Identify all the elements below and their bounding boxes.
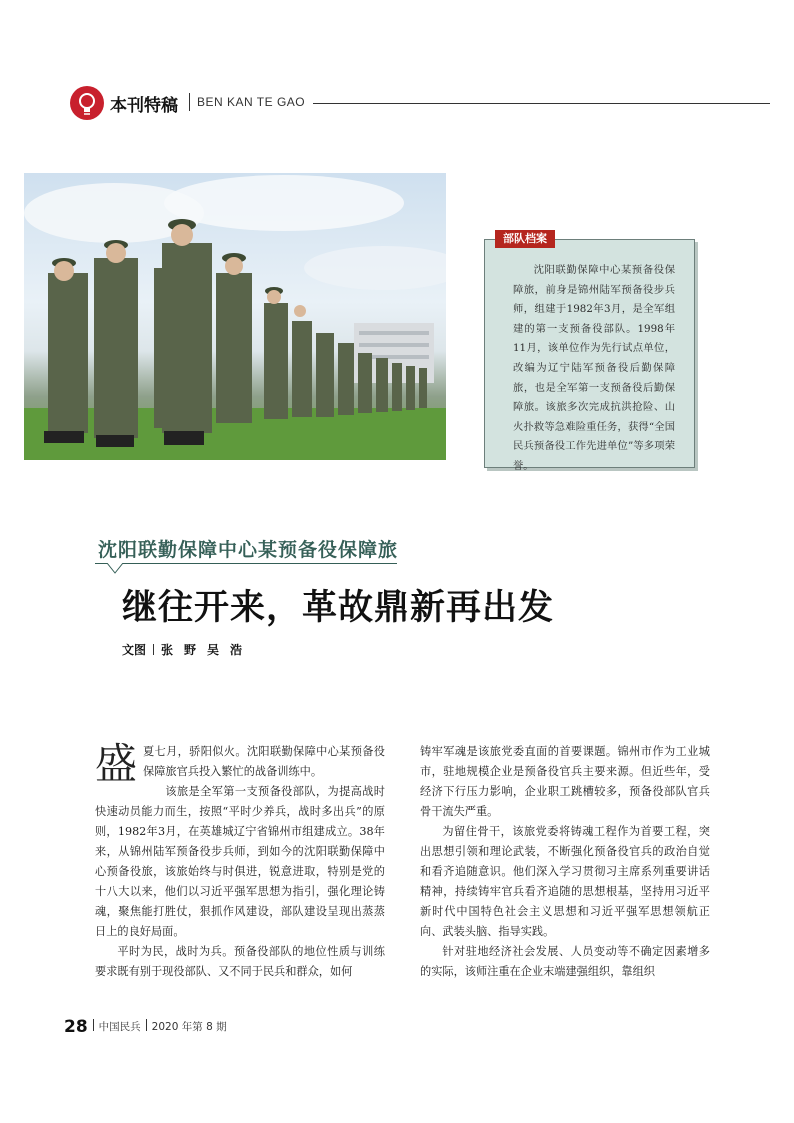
section-title-en: BEN KAN TE GAO xyxy=(197,95,306,109)
lightbulb-icon xyxy=(70,86,104,120)
article-column-left xyxy=(95,739,385,982)
paragraph: 该旅是全军第一支预备役部队，为提高战时快速动员能力而生，按照“平时少养兵，战时多出兵”的原则，1982年3月，在英雄城辽宁省锦州市组建成立。38年来，从锦州陆军预备役步兵师，到如今的沈阳联勤保障中心预备役旅，该旅始终与时俱进，锐意进取，特别是党的十八大以来，他们以习近平强军思想为指引，强化理论铸魂，聚焦能打胜仗，狠抓作风建设，部队建设呈现出蒸蒸日上的良好局面。 xyxy=(95,785,385,938)
subtitle-underline xyxy=(95,563,397,564)
section-title: 本刊特稿 xyxy=(110,96,178,116)
article-column-right xyxy=(420,742,710,982)
byline-label: 文图 xyxy=(122,643,147,657)
issue-label: 2020 年第 8 期 xyxy=(151,1021,227,1033)
page-number: 28 xyxy=(64,1017,88,1037)
paragraph: 针对驻地经济社会发展、人员变动等不确定因素增多的实际，该师注重在企业末端建强组织，靠组织 xyxy=(420,945,710,978)
magazine-name: 中国民兵 xyxy=(98,1021,141,1033)
page-footer xyxy=(64,1017,227,1037)
unit-profile-tag: 部队档案 xyxy=(495,230,555,248)
paragraph: 盛夏七月，骄阳似火。沈阳联勤保障中心某预备役保障旅官兵投入繁忙的战备训练中。 xyxy=(95,739,385,788)
paragraph: 平时为民，战时为兵。预备役部队的地位性质与训练要求既有别于现役部队、又不同于民兵和群众，如何 xyxy=(95,945,385,978)
paragraph: 为留住骨干，该旅党委将铸魂工程作为首要工程，突出思想引领和理论武装，不断强化预备役官兵的政治自觉和看齐追随意识。他们深入学习贯彻习主席系列重要讲话精神，持续铸牢官兵看齐追随的思想根基，坚持用习近平新时代中国特色社会主义思想和习近平强军思想领航正向、武装头脑、指导实践。 xyxy=(420,825,710,938)
unit-profile-text: 沈阳联勤保障中心某预备役保障旅，前身是锦州陆军预备役步兵师，组建于1982年3月，是全军组建的第一支预备役部队。1998年11月，该单位作为先行试点单位，改编为辽宁陆军预备役后勤保障旅，也是全军第一支预备役后勤保障旅。该旅多次完成抗洪抢险、山火扑救等急难险重任务，获得“全国民兵预备役工作先进单位”等多项荣誉。 xyxy=(513,264,675,472)
header-rule xyxy=(313,103,770,104)
paragraph: 铸牢军魂是该旅党委直面的首要课题。锦州市作为工业城市，驻地规模企业是预备役官兵主要来源。但近些年，受经济下行压力影响，企业职工跳槽较多，预备役部队官兵骨干流失严重。 xyxy=(420,745,710,818)
article-subtitle: 沈阳联勤保障中心某预备役保障旅 xyxy=(98,539,399,561)
drop-cap: 盛 xyxy=(95,739,138,788)
byline-authors: 张野吴浩 xyxy=(161,643,254,657)
byline xyxy=(122,641,253,658)
header-divider xyxy=(189,93,190,111)
soldiers-photo xyxy=(24,173,446,460)
article-title: 继往开来，革故鼎新再出发 xyxy=(122,588,555,628)
